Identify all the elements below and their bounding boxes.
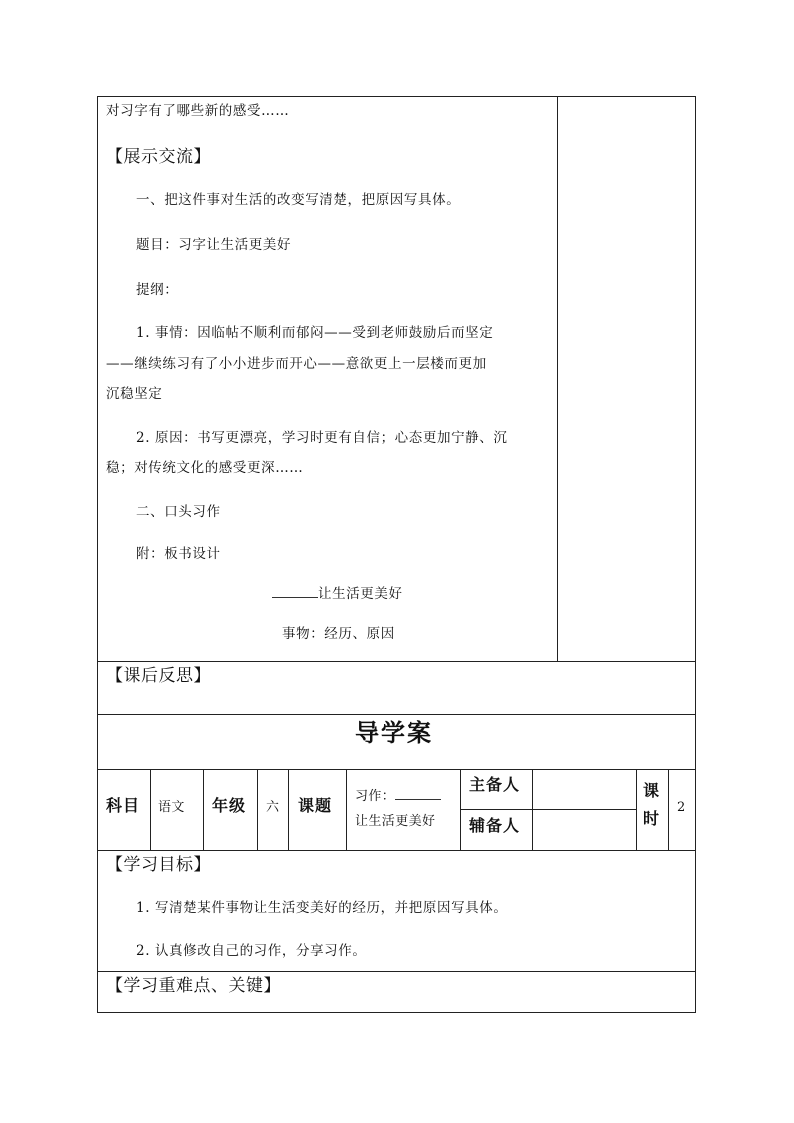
topic-value: 让生活更美好 [355, 814, 436, 829]
cell-divider [668, 769, 669, 850]
outline-reason2-line2: 稳；对传统文化的感受更深…… [106, 460, 304, 476]
subject-value: 语文 [158, 800, 185, 815]
goal-item-2: 2. 认真修改自己的习作，分享习作。 [136, 943, 367, 959]
outline-reason1-line3: 沉稳坚定 [106, 386, 163, 402]
outline-reason1-line2: ——继续练习有了小小进步而开心——意欲更上一层楼而更加 [106, 356, 487, 372]
cell-divider [346, 769, 347, 850]
cell-divider [150, 769, 151, 850]
board-subtitle: 事物：经历、原因 [282, 626, 395, 642]
topic-line: 题目：习字让生活更美好 [136, 237, 292, 253]
keypoints-heading: 【学习重难点、关键】 [106, 976, 281, 996]
outline-label: 提纲： [136, 282, 179, 298]
subject-label: 科目 [106, 796, 141, 815]
goals-heading: 【学习目标】 [106, 855, 211, 875]
task-item-1: 一、把这件事对生活的改变写清楚，把原因写具体。 [136, 192, 461, 208]
intro-line: 对习字有了哪些新的感受…… [106, 103, 290, 119]
outline-reason2-line1: 2. 原因：书写更漂亮，学习时更有自信；心态更加宁静、沉 [136, 430, 508, 446]
reflection-heading: 【课后反思】 [106, 666, 211, 686]
plan-title: 导学案 [355, 719, 433, 747]
divider-header-row-top [97, 769, 696, 770]
cell-divider [203, 769, 204, 850]
cell-divider [460, 769, 461, 850]
grade-value: 六 [266, 800, 280, 815]
topic-prefix: 习作： [355, 789, 396, 804]
period-value: 2 [677, 800, 686, 815]
cell-divider [288, 769, 289, 850]
assist-prep-label: 辅备人 [469, 816, 521, 835]
attachment-label: 附：板书设计 [136, 546, 221, 562]
task-item-2: 二、口头习作 [136, 504, 221, 520]
period-label-top: 课 [643, 781, 661, 800]
divider-header-row-bottom [97, 850, 696, 851]
period-label-bottom: 时 [643, 809, 661, 828]
divider-prep-middle [460, 809, 636, 810]
outline-reason1-line1: 1. 事情：因临帖不顺利而郁闷——受到老师鼓励后而坚定 [136, 325, 494, 341]
board-title-suffix: 让生活更美好 [318, 586, 403, 602]
cell-divider [257, 769, 258, 850]
board-title [272, 585, 403, 603]
topic-prefix-line [355, 787, 441, 806]
divider-title-top [97, 714, 696, 715]
grade-label: 年级 [212, 796, 247, 815]
right-column-divider [557, 96, 558, 661]
divider-reflection-top [97, 661, 696, 662]
topic-label: 课题 [298, 796, 333, 815]
cell-divider [636, 769, 637, 850]
divider-keypoints-top [97, 971, 696, 972]
cell-divider [532, 769, 533, 850]
board-title-blank [272, 585, 318, 598]
goal-item-1: 1. 写清楚某件事物让生活变美好的经历，并把原因写具体。 [136, 900, 508, 916]
topic-blank [395, 787, 441, 800]
section-heading-show: 【展示交流】 [106, 147, 211, 167]
main-prep-label: 主备人 [469, 775, 521, 794]
